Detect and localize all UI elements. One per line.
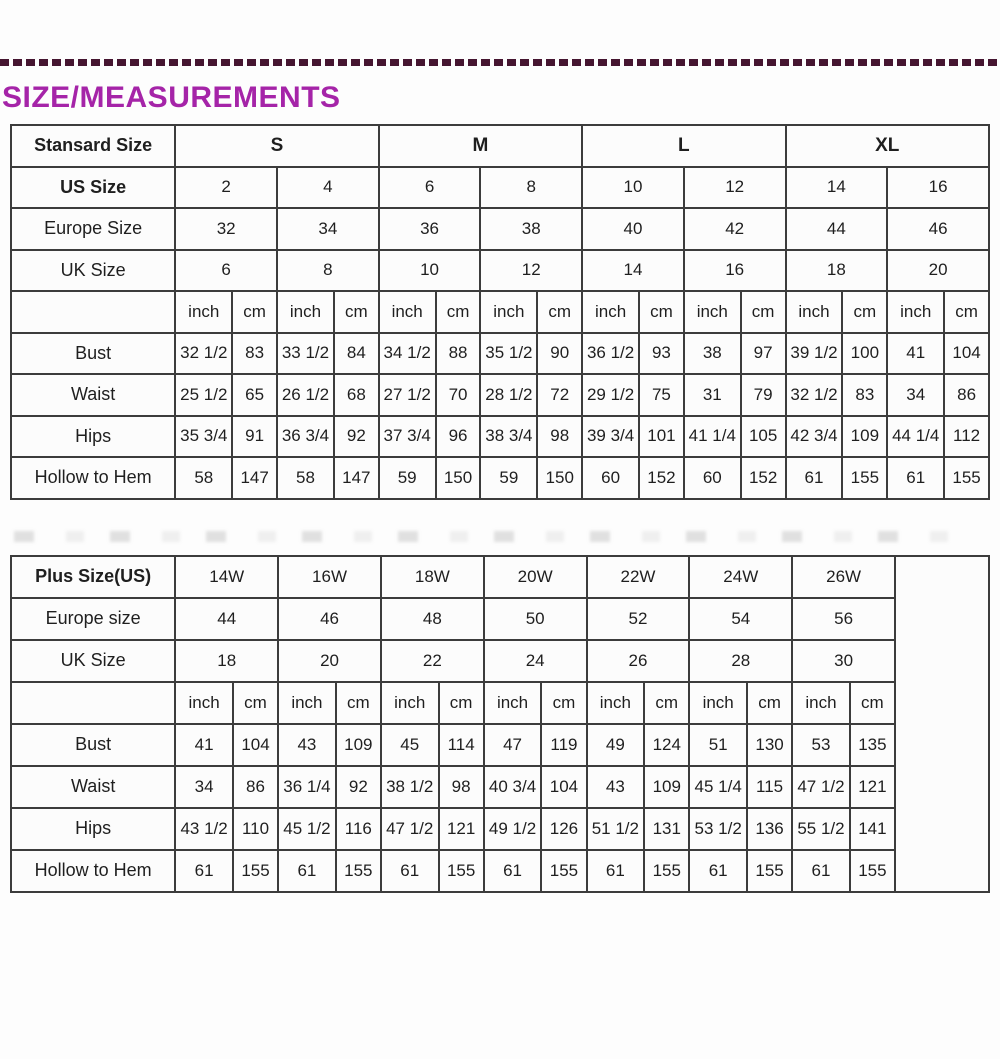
value-cell: 61 bbox=[484, 850, 542, 892]
table-row bbox=[11, 416, 989, 458]
table-row bbox=[11, 850, 989, 892]
unit-cell: inch bbox=[689, 682, 747, 724]
size-cell: 6 bbox=[175, 250, 277, 292]
size-cell: 4 bbox=[277, 167, 379, 209]
value-cell: 130 bbox=[747, 724, 792, 766]
size-cell: 18 bbox=[175, 640, 278, 682]
size-cell: 28 bbox=[689, 640, 792, 682]
value-cell: 97 bbox=[741, 333, 786, 375]
size-cell: 18W bbox=[381, 556, 484, 598]
value-cell: 61 bbox=[381, 850, 439, 892]
size-cell: 50 bbox=[484, 598, 587, 640]
value-cell: 53 1/2 bbox=[689, 808, 747, 850]
value-cell: 84 bbox=[334, 333, 379, 375]
value-cell: 79 bbox=[741, 374, 786, 416]
row-label-cell: Stansard Size bbox=[11, 125, 175, 167]
value-cell: 33 1/2 bbox=[277, 333, 334, 375]
size-group-cell: M bbox=[379, 125, 582, 167]
row-label-cell: Bust bbox=[11, 724, 175, 766]
size-cell: 56 bbox=[792, 598, 895, 640]
value-cell: 49 bbox=[587, 724, 645, 766]
value-cell: 150 bbox=[436, 457, 481, 499]
row-label-cell: Hollow to Hem bbox=[11, 457, 175, 499]
value-cell: 45 1/4 bbox=[689, 766, 747, 808]
value-cell: 150 bbox=[537, 457, 582, 499]
value-cell: 155 bbox=[850, 850, 895, 892]
value-cell: 65 bbox=[232, 374, 277, 416]
size-cell: 20 bbox=[887, 250, 989, 292]
value-cell: 112 bbox=[944, 416, 989, 458]
value-cell: 83 bbox=[842, 374, 887, 416]
unit-cell: inch bbox=[684, 291, 741, 333]
size-group-cell: L bbox=[582, 125, 785, 167]
row-label-cell: Plus Size(US) bbox=[11, 556, 175, 598]
faded-watermark-strip bbox=[14, 531, 974, 542]
size-cell: 46 bbox=[887, 208, 989, 250]
value-cell: 72 bbox=[537, 374, 582, 416]
value-cell: 45 bbox=[381, 724, 439, 766]
row-label-cell: Hollow to Hem bbox=[11, 850, 175, 892]
table-row bbox=[11, 167, 989, 209]
unit-cell: inch bbox=[792, 682, 850, 724]
value-cell: 75 bbox=[639, 374, 684, 416]
size-cell: 22 bbox=[381, 640, 484, 682]
unit-cell: inch bbox=[887, 291, 944, 333]
value-cell: 93 bbox=[639, 333, 684, 375]
value-cell: 47 1/2 bbox=[792, 766, 850, 808]
value-cell: 104 bbox=[944, 333, 989, 375]
unit-cell: inch bbox=[484, 682, 542, 724]
value-cell: 109 bbox=[842, 416, 887, 458]
unit-cell: inch bbox=[786, 291, 843, 333]
value-cell: 61 bbox=[887, 457, 944, 499]
plus-size-table-wrap bbox=[0, 555, 1000, 893]
value-cell: 115 bbox=[747, 766, 792, 808]
value-cell: 155 bbox=[336, 850, 381, 892]
value-cell: 58 bbox=[277, 457, 334, 499]
value-cell: 92 bbox=[336, 766, 381, 808]
value-cell: 36 3/4 bbox=[277, 416, 334, 458]
value-cell: 109 bbox=[644, 766, 689, 808]
value-cell: 26 1/2 bbox=[277, 374, 334, 416]
value-cell: 83 bbox=[232, 333, 277, 375]
value-cell: 38 1/2 bbox=[381, 766, 439, 808]
size-cell: 14 bbox=[786, 167, 888, 209]
unit-cell: cm bbox=[747, 682, 792, 724]
value-cell: 147 bbox=[232, 457, 277, 499]
unit-cell: inch bbox=[480, 291, 537, 333]
value-cell: 61 bbox=[786, 457, 843, 499]
size-cell: 36 bbox=[379, 208, 481, 250]
unit-cell: inch bbox=[175, 682, 233, 724]
value-cell: 36 1/4 bbox=[278, 766, 336, 808]
unit-cell: cm bbox=[741, 291, 786, 333]
value-cell: 60 bbox=[582, 457, 639, 499]
value-cell: 155 bbox=[644, 850, 689, 892]
unit-cell: inch bbox=[379, 291, 436, 333]
unit-cell: inch bbox=[175, 291, 232, 333]
unit-cell: inch bbox=[587, 682, 645, 724]
value-cell: 27 1/2 bbox=[379, 374, 436, 416]
value-cell: 51 bbox=[689, 724, 747, 766]
value-cell: 110 bbox=[233, 808, 278, 850]
empty-tail-cell bbox=[895, 556, 989, 892]
value-cell: 90 bbox=[537, 333, 582, 375]
value-cell: 119 bbox=[541, 724, 586, 766]
value-cell: 25 1/2 bbox=[175, 374, 232, 416]
value-cell: 98 bbox=[537, 416, 582, 458]
value-cell: 121 bbox=[850, 766, 895, 808]
value-cell: 59 bbox=[480, 457, 537, 499]
unit-cell: cm bbox=[944, 291, 989, 333]
value-cell: 155 bbox=[747, 850, 792, 892]
table-row bbox=[11, 598, 989, 640]
value-cell: 61 bbox=[689, 850, 747, 892]
size-cell: 8 bbox=[480, 167, 582, 209]
value-cell: 96 bbox=[436, 416, 481, 458]
size-cell: 38 bbox=[480, 208, 582, 250]
value-cell: 61 bbox=[792, 850, 850, 892]
row-label-cell: Waist bbox=[11, 374, 175, 416]
size-cell: 14W bbox=[175, 556, 278, 598]
value-cell: 49 1/2 bbox=[484, 808, 542, 850]
value-cell: 58 bbox=[175, 457, 232, 499]
value-cell: 104 bbox=[541, 766, 586, 808]
value-cell: 155 bbox=[541, 850, 586, 892]
value-cell: 86 bbox=[944, 374, 989, 416]
value-cell: 36 1/2 bbox=[582, 333, 639, 375]
size-cell: 26 bbox=[587, 640, 690, 682]
unit-cell: cm bbox=[644, 682, 689, 724]
value-cell: 60 bbox=[684, 457, 741, 499]
value-cell: 51 1/2 bbox=[587, 808, 645, 850]
size-cell: 2 bbox=[175, 167, 277, 209]
value-cell: 45 1/2 bbox=[278, 808, 336, 850]
value-cell: 37 3/4 bbox=[379, 416, 436, 458]
size-cell: 12 bbox=[684, 167, 786, 209]
value-cell: 121 bbox=[439, 808, 484, 850]
value-cell: 29 1/2 bbox=[582, 374, 639, 416]
table-row bbox=[11, 766, 989, 808]
unit-cell: cm bbox=[232, 291, 277, 333]
value-cell: 55 1/2 bbox=[792, 808, 850, 850]
size-cell: 46 bbox=[278, 598, 381, 640]
value-cell: 28 1/2 bbox=[480, 374, 537, 416]
size-cell: 44 bbox=[786, 208, 888, 250]
value-cell: 43 bbox=[587, 766, 645, 808]
value-cell: 114 bbox=[439, 724, 484, 766]
value-cell: 124 bbox=[644, 724, 689, 766]
unit-cell: cm bbox=[436, 291, 481, 333]
unit-cell: inch bbox=[278, 682, 336, 724]
size-cell: 40 bbox=[582, 208, 684, 250]
value-cell: 61 bbox=[278, 850, 336, 892]
value-cell: 101 bbox=[639, 416, 684, 458]
row-label-cell: Hips bbox=[11, 808, 175, 850]
value-cell: 47 bbox=[484, 724, 542, 766]
unit-cell: cm bbox=[639, 291, 684, 333]
value-cell: 41 1/4 bbox=[684, 416, 741, 458]
value-cell: 47 1/2 bbox=[381, 808, 439, 850]
dashed-divider bbox=[0, 59, 1000, 66]
value-cell: 131 bbox=[644, 808, 689, 850]
value-cell: 34 1/2 bbox=[379, 333, 436, 375]
size-group-cell: XL bbox=[786, 125, 989, 167]
value-cell: 126 bbox=[541, 808, 586, 850]
size-cell: 44 bbox=[175, 598, 278, 640]
size-cell: 16 bbox=[684, 250, 786, 292]
size-cell: 54 bbox=[689, 598, 792, 640]
size-cell: 16W bbox=[278, 556, 381, 598]
value-cell: 135 bbox=[850, 724, 895, 766]
value-cell: 152 bbox=[639, 457, 684, 499]
value-cell: 59 bbox=[379, 457, 436, 499]
value-cell: 155 bbox=[944, 457, 989, 499]
value-cell: 116 bbox=[336, 808, 381, 850]
unit-cell: inch bbox=[277, 291, 334, 333]
value-cell: 152 bbox=[741, 457, 786, 499]
unit-cell: cm bbox=[233, 682, 278, 724]
size-cell: 20W bbox=[484, 556, 587, 598]
value-cell: 39 1/2 bbox=[786, 333, 843, 375]
row-label-cell: Hips bbox=[11, 416, 175, 458]
value-cell: 43 bbox=[278, 724, 336, 766]
row-label-cell: Europe Size bbox=[11, 208, 175, 250]
value-cell: 104 bbox=[233, 724, 278, 766]
value-cell: 39 3/4 bbox=[582, 416, 639, 458]
table-row bbox=[11, 250, 989, 292]
table-row bbox=[11, 556, 989, 598]
row-label-cell bbox=[11, 291, 175, 333]
value-cell: 38 3/4 bbox=[480, 416, 537, 458]
size-cell: 6 bbox=[379, 167, 481, 209]
size-cell: 16 bbox=[887, 167, 989, 209]
row-label-cell: Waist bbox=[11, 766, 175, 808]
size-cell: 26W bbox=[792, 556, 895, 598]
value-cell: 43 1/2 bbox=[175, 808, 233, 850]
value-cell: 31 bbox=[684, 374, 741, 416]
table-row bbox=[11, 208, 989, 250]
value-cell: 32 1/2 bbox=[786, 374, 843, 416]
unit-cell: cm bbox=[439, 682, 484, 724]
value-cell: 155 bbox=[842, 457, 887, 499]
size-cell: 18 bbox=[786, 250, 888, 292]
size-cell: 48 bbox=[381, 598, 484, 640]
value-cell: 35 1/2 bbox=[480, 333, 537, 375]
unit-cell: inch bbox=[582, 291, 639, 333]
value-cell: 44 1/4 bbox=[887, 416, 944, 458]
page-title: SIZE/MEASUREMENTS bbox=[2, 81, 341, 114]
value-cell: 155 bbox=[233, 850, 278, 892]
value-cell: 38 bbox=[684, 333, 741, 375]
row-label-cell: Europe size bbox=[11, 598, 175, 640]
value-cell: 40 3/4 bbox=[484, 766, 542, 808]
value-cell: 136 bbox=[747, 808, 792, 850]
value-cell: 41 bbox=[175, 724, 233, 766]
value-cell: 147 bbox=[334, 457, 379, 499]
value-cell: 41 bbox=[887, 333, 944, 375]
unit-cell: cm bbox=[842, 291, 887, 333]
unit-cell: cm bbox=[537, 291, 582, 333]
size-cell: 32 bbox=[175, 208, 277, 250]
size-cell: 8 bbox=[277, 250, 379, 292]
unit-cell: cm bbox=[850, 682, 895, 724]
value-cell: 141 bbox=[850, 808, 895, 850]
value-cell: 100 bbox=[842, 333, 887, 375]
value-cell: 105 bbox=[741, 416, 786, 458]
size-cell: 30 bbox=[792, 640, 895, 682]
value-cell: 61 bbox=[587, 850, 645, 892]
value-cell: 32 1/2 bbox=[175, 333, 232, 375]
value-cell: 86 bbox=[233, 766, 278, 808]
row-label-cell bbox=[11, 682, 175, 724]
unit-cell: cm bbox=[541, 682, 586, 724]
table-row bbox=[11, 808, 989, 850]
table-row bbox=[11, 640, 989, 682]
value-cell: 34 bbox=[175, 766, 233, 808]
value-cell: 34 bbox=[887, 374, 944, 416]
standard-size-table bbox=[10, 124, 990, 500]
row-label-cell: Bust bbox=[11, 333, 175, 375]
value-cell: 88 bbox=[436, 333, 481, 375]
table-row bbox=[11, 333, 989, 375]
value-cell: 42 3/4 bbox=[786, 416, 843, 458]
size-cell: 12 bbox=[480, 250, 582, 292]
value-cell: 70 bbox=[436, 374, 481, 416]
row-label-cell: UK Size bbox=[11, 250, 175, 292]
value-cell: 68 bbox=[334, 374, 379, 416]
size-cell: 10 bbox=[582, 167, 684, 209]
size-cell: 22W bbox=[587, 556, 690, 598]
size-cell: 52 bbox=[587, 598, 690, 640]
value-cell: 91 bbox=[232, 416, 277, 458]
unit-cell: inch bbox=[381, 682, 439, 724]
unit-cell: cm bbox=[334, 291, 379, 333]
size-cell: 42 bbox=[684, 208, 786, 250]
value-cell: 53 bbox=[792, 724, 850, 766]
table-row bbox=[11, 291, 989, 333]
value-cell: 109 bbox=[336, 724, 381, 766]
size-cell: 14 bbox=[582, 250, 684, 292]
size-group-cell: S bbox=[175, 125, 378, 167]
size-cell: 34 bbox=[277, 208, 379, 250]
row-label-cell: US Size bbox=[11, 167, 175, 209]
table-row bbox=[11, 682, 989, 724]
value-cell: 92 bbox=[334, 416, 379, 458]
row-label-cell: UK Size bbox=[11, 640, 175, 682]
size-cell: 10 bbox=[379, 250, 481, 292]
table-row bbox=[11, 125, 989, 167]
table-row bbox=[11, 374, 989, 416]
size-cell: 24 bbox=[484, 640, 587, 682]
value-cell: 35 3/4 bbox=[175, 416, 232, 458]
table-row bbox=[11, 724, 989, 766]
size-cell: 24W bbox=[689, 556, 792, 598]
value-cell: 155 bbox=[439, 850, 484, 892]
value-cell: 98 bbox=[439, 766, 484, 808]
value-cell: 61 bbox=[175, 850, 233, 892]
plus-size-table bbox=[10, 555, 990, 893]
unit-cell: cm bbox=[336, 682, 381, 724]
table-row bbox=[11, 457, 989, 499]
size-cell: 20 bbox=[278, 640, 381, 682]
